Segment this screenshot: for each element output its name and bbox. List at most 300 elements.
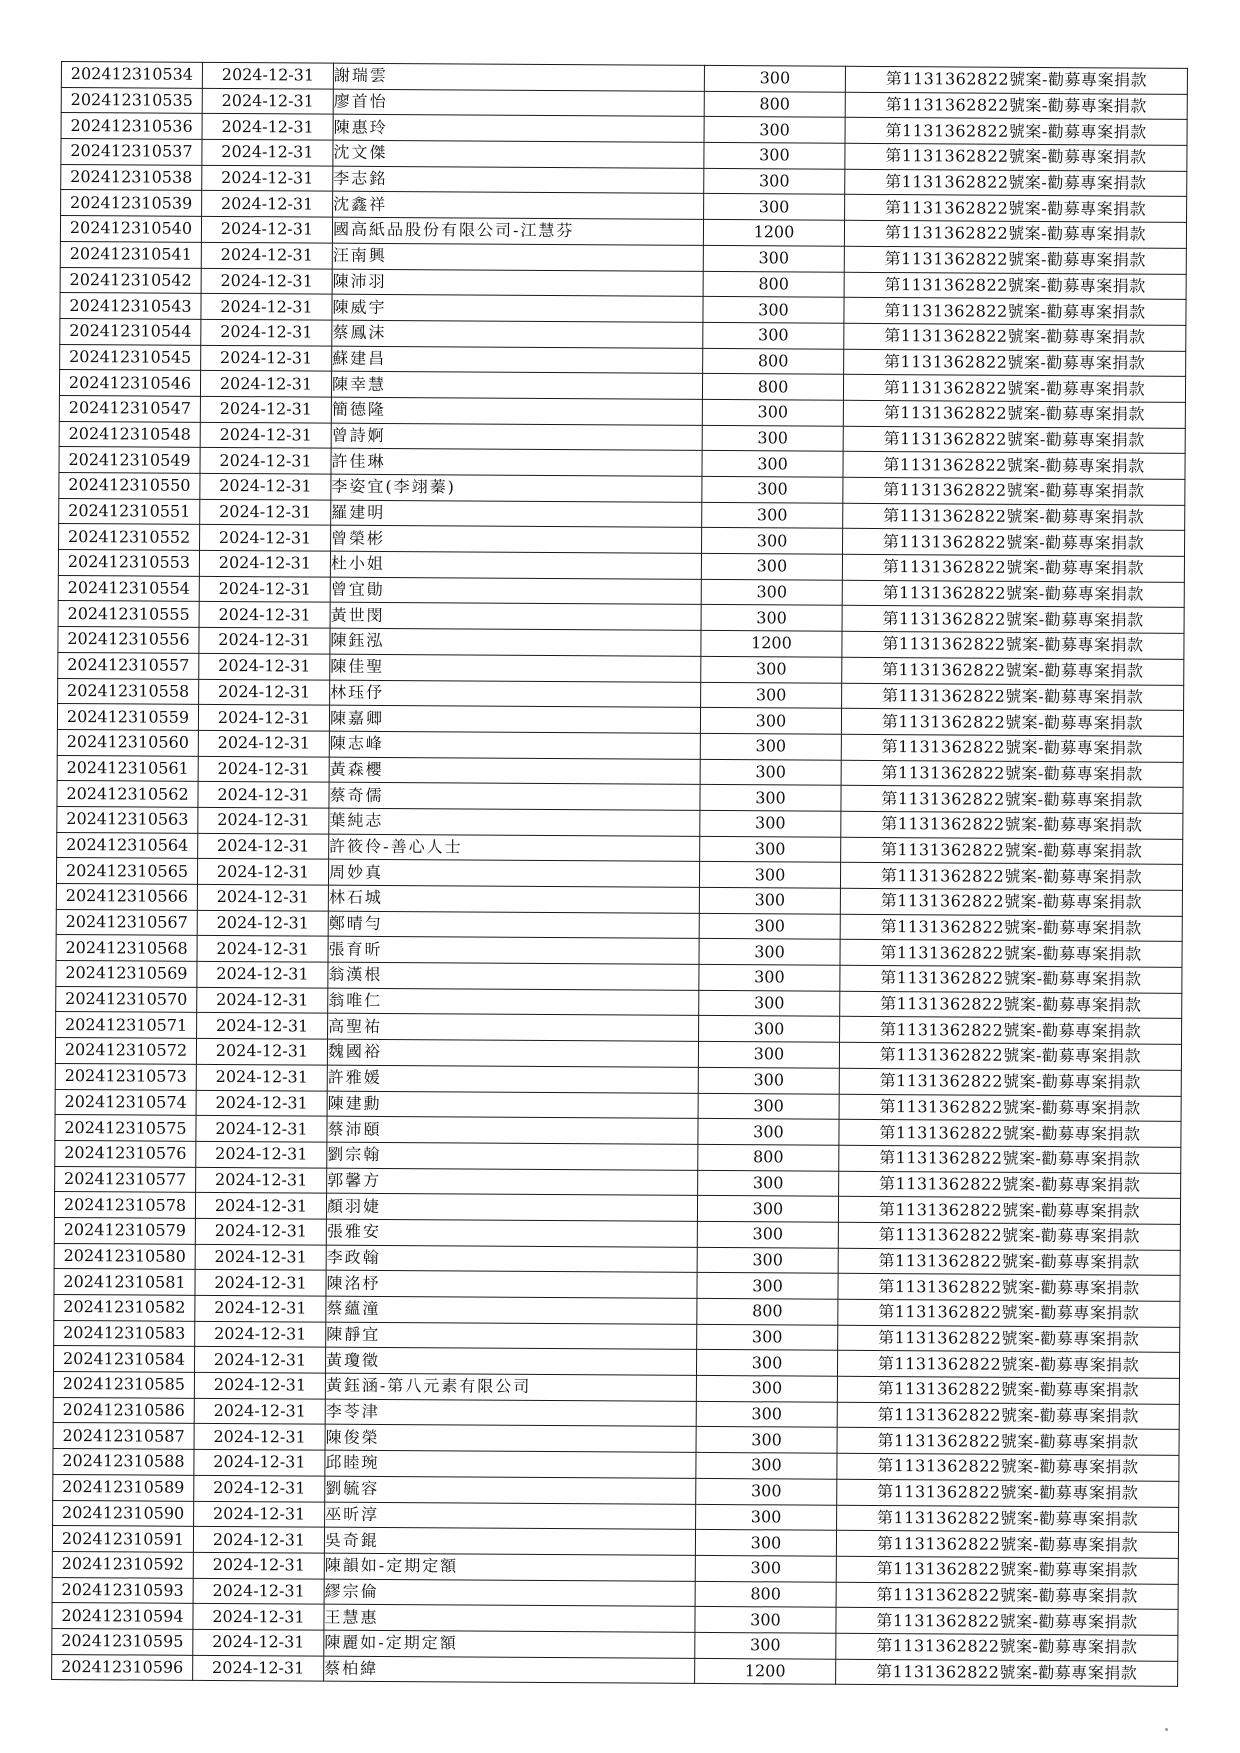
donor-name-cell: 林石城 <box>328 885 699 913</box>
donor-name-cell: 高聖祐 <box>328 1014 699 1042</box>
donor-name-cell: 王慧惠 <box>324 1604 695 1632</box>
description-cell: 第1131362822號案-勸募專案捐款 <box>845 143 1187 171</box>
amount-cell: 300 <box>699 913 840 940</box>
donor-name-cell: 陳沛羽 <box>332 269 703 297</box>
receipt-number-cell: 202412310536 <box>61 113 202 140</box>
date-cell: 2024-12-31 <box>197 936 328 962</box>
amount-cell: 300 <box>696 1350 837 1377</box>
date-cell: 2024-12-31 <box>200 525 331 551</box>
receipt-number-cell: 202412310571 <box>56 1012 197 1039</box>
description-cell: 第1131362822號案-勸募專案捐款 <box>842 606 1184 634</box>
amount-cell: 300 <box>702 399 843 426</box>
date-cell: 2024-12-31 <box>201 242 332 268</box>
date-cell: 2024-12-31 <box>194 1424 325 1450</box>
amount-cell: 300 <box>697 1196 838 1223</box>
description-cell: 第1131362822號案-勸募專案捐款 <box>840 914 1182 942</box>
donor-name-cell: 巫昕淳 <box>325 1502 696 1530</box>
donor-name-cell: 曾榮彬 <box>331 526 702 554</box>
receipt-number-cell: 202412310586 <box>53 1397 194 1424</box>
date-cell: 2024-12-31 <box>202 114 333 140</box>
date-cell: 2024-12-31 <box>193 1552 324 1578</box>
description-cell: 第1131362822號案-勸募專案捐款 <box>838 1222 1180 1250</box>
description-cell: 第1131362822號案-勸募專案捐款 <box>842 631 1184 659</box>
description-cell: 第1131362822號案-勸募專案捐款 <box>841 786 1183 814</box>
date-cell: 2024-12-31 <box>194 1449 325 1475</box>
receipt-number-cell: 202412310543 <box>60 293 201 320</box>
receipt-number-cell: 202412310557 <box>58 652 199 679</box>
date-cell: 2024-12-31 <box>194 1475 325 1501</box>
donor-name-cell: 郭馨方 <box>327 1168 698 1196</box>
amount-cell: 300 <box>703 245 844 272</box>
description-cell: 第1131362822號案-勸募專案捐款 <box>844 220 1186 248</box>
amount-cell: 800 <box>702 374 843 401</box>
amount-cell: 300 <box>699 862 840 889</box>
amount-cell: 300 <box>698 1067 839 1094</box>
donor-name-cell: 曾詩婀 <box>331 423 702 451</box>
description-cell: 第1131362822號案-勸募專案捐款 <box>842 657 1184 685</box>
description-cell: 第1131362822號案-勸募專案捐款 <box>836 1633 1178 1661</box>
description-cell: 第1131362822號案-勸募專案捐款 <box>845 118 1187 146</box>
description-cell: 第1131362822號案-勸募專案捐款 <box>843 375 1185 403</box>
date-cell: 2024-12-31 <box>198 807 329 833</box>
amount-cell: 800 <box>698 1144 839 1171</box>
description-cell: 第1131362822號案-勸募專案捐款 <box>836 1659 1178 1687</box>
receipt-number-cell: 202412310549 <box>59 447 200 474</box>
donor-name-cell: 陳韻如-定期定額 <box>324 1553 695 1581</box>
amount-cell: 300 <box>704 65 845 92</box>
date-cell: 2024-12-31 <box>198 833 329 859</box>
donor-name-cell: 廖首怡 <box>333 89 704 117</box>
date-cell: 2024-12-31 <box>196 1038 327 1064</box>
receipt-number-cell: 202412310560 <box>57 729 198 756</box>
date-cell: 2024-12-31 <box>198 756 329 782</box>
amount-cell: 300 <box>699 1016 840 1043</box>
receipt-number-cell: 202412310561 <box>57 755 198 782</box>
description-cell: 第1131362822號案-勸募專案捐款 <box>840 1017 1182 1045</box>
amount-cell: 300 <box>696 1478 837 1505</box>
receipt-number-cell: 202412310552 <box>59 524 200 551</box>
receipt-number-cell: 202412310576 <box>55 1140 196 1167</box>
receipt-number-cell: 202412310585 <box>53 1372 194 1399</box>
date-cell: 2024-12-31 <box>201 319 332 345</box>
receipt-number-cell: 202412310538 <box>61 164 202 191</box>
amount-cell: 300 <box>704 142 845 169</box>
receipt-number-cell: 202412310562 <box>57 781 198 808</box>
amount-cell: 300 <box>700 759 841 786</box>
date-cell: 2024-12-31 <box>200 499 331 525</box>
amount-cell: 300 <box>701 656 842 683</box>
receipt-number-cell: 202412310546 <box>59 370 200 397</box>
description-cell: 第1131362822號案-勸募專案捐款 <box>843 426 1185 454</box>
amount-cell: 300 <box>702 476 843 503</box>
description-cell: 第1131362822號案-勸募專案捐款 <box>841 708 1183 736</box>
amount-cell: 300 <box>696 1375 837 1402</box>
date-cell: 2024-12-31 <box>193 1578 324 1604</box>
amount-cell: 800 <box>703 271 844 298</box>
donor-name-cell: 邱睦琬 <box>325 1450 696 1478</box>
description-cell: 第1131362822號案-勸募專案捐款 <box>843 529 1185 557</box>
date-cell: 2024-12-31 <box>193 1655 324 1681</box>
donor-name-cell: 汪南興 <box>332 243 703 271</box>
date-cell: 2024-12-31 <box>194 1347 325 1373</box>
donor-name-cell: 李姿宜(李翊蓁) <box>331 474 702 502</box>
receipt-number-cell: 202412310580 <box>54 1243 195 1270</box>
receipt-number-cell: 202412310567 <box>56 909 197 936</box>
description-cell: 第1131362822號案-勸募專案捐款 <box>838 1248 1180 1276</box>
receipt-number-cell: 202412310569 <box>56 961 197 988</box>
receipt-number-cell: 202412310566 <box>56 883 197 910</box>
description-cell: 第1131362822號案-勸募專案捐款 <box>836 1530 1178 1558</box>
receipt-number-cell: 202412310565 <box>56 858 197 885</box>
donor-name-cell: 李志銘 <box>333 166 704 194</box>
donor-name-cell: 陳嘉卿 <box>329 705 700 733</box>
date-cell: 2024-12-31 <box>201 294 332 320</box>
donor-name-cell: 鄭晴勻 <box>328 911 699 939</box>
date-cell: 2024-12-31 <box>195 1244 326 1270</box>
donor-name-cell: 陳幸慧 <box>331 371 702 399</box>
receipt-number-cell: 202412310542 <box>60 267 201 294</box>
donor-name-cell: 蔡蘊潼 <box>326 1296 697 1324</box>
description-cell: 第1131362822號案-勸募專案捐款 <box>844 297 1186 325</box>
amount-cell: 300 <box>699 964 840 991</box>
date-cell: 2024-12-31 <box>194 1372 325 1398</box>
donor-name-cell: 李政翰 <box>326 1245 697 1273</box>
date-cell: 2024-12-31 <box>198 705 329 731</box>
date-cell: 2024-12-31 <box>201 345 332 371</box>
receipt-number-cell: 202412310595 <box>52 1628 193 1655</box>
receipt-number-cell: 202412310590 <box>53 1500 194 1527</box>
description-cell: 第1131362822號案-勸募專案捐款 <box>837 1351 1179 1379</box>
description-cell: 第1131362822號案-勸募專案捐款 <box>837 1453 1179 1481</box>
amount-cell: 300 <box>695 1555 836 1582</box>
amount-cell: 300 <box>703 322 844 349</box>
description-cell: 第1131362822號案-勸募專案捐款 <box>839 1042 1181 1070</box>
receipt-number-cell: 202412310582 <box>54 1294 195 1321</box>
date-cell: 2024-12-31 <box>198 730 329 756</box>
receipt-number-cell: 202412310555 <box>58 601 199 628</box>
donor-name-cell: 國高紙品股份有限公司-江慧芬 <box>332 217 703 245</box>
date-cell: 2024-12-31 <box>196 1167 327 1193</box>
donor-name-cell: 劉毓容 <box>325 1476 696 1504</box>
amount-cell: 300 <box>697 1324 838 1351</box>
receipt-number-cell: 202412310583 <box>54 1320 195 1347</box>
date-cell: 2024-12-31 <box>196 1116 327 1142</box>
date-cell: 2024-12-31 <box>193 1604 324 1630</box>
receipt-number-cell: 202412310564 <box>57 832 198 859</box>
date-cell: 2024-12-31 <box>195 1321 326 1347</box>
date-cell: 2024-12-31 <box>200 473 331 499</box>
description-cell: 第1131362822號案-勸募專案捐款 <box>837 1505 1179 1533</box>
receipt-number-cell: 202412310545 <box>60 344 201 371</box>
receipt-number-cell: 202412310551 <box>59 498 200 525</box>
date-cell: 2024-12-31 <box>199 627 330 653</box>
date-cell: 2024-12-31 <box>200 396 331 422</box>
amount-cell: 300 <box>698 1170 839 1197</box>
description-cell: 第1131362822號案-勸募專案捐款 <box>844 349 1186 377</box>
donor-name-cell: 陳佳聖 <box>330 654 701 682</box>
amount-cell: 300 <box>700 785 841 812</box>
date-cell: 2024-12-31 <box>193 1527 324 1553</box>
amount-cell: 1200 <box>695 1658 836 1685</box>
amount-cell: 300 <box>702 451 843 478</box>
receipt-number-cell: 202412310584 <box>53 1346 194 1373</box>
receipt-number-cell: 202412310548 <box>59 421 200 448</box>
receipt-number-cell: 202412310537 <box>61 139 202 166</box>
donor-name-cell: 簡德隆 <box>331 397 702 425</box>
receipt-number-cell: 202412310572 <box>55 1038 196 1065</box>
donor-name-cell: 黃鈺涵-第八元素有限公司 <box>325 1373 696 1401</box>
date-cell: 2024-12-31 <box>196 1141 327 1167</box>
date-cell: 2024-12-31 <box>202 165 333 191</box>
donor-name-cell: 許佳琳 <box>331 448 702 476</box>
amount-cell: 300 <box>697 1273 838 1300</box>
amount-cell: 300 <box>696 1401 837 1428</box>
amount-cell: 300 <box>700 708 841 735</box>
date-cell: 2024-12-31 <box>196 1090 327 1116</box>
date-cell: 2024-12-31 <box>199 602 330 628</box>
description-cell: 第1131362822號案-勸募專案捐款 <box>836 1582 1178 1610</box>
donor-name-cell: 陳志峰 <box>329 731 700 759</box>
receipt-number-cell: 202412310568 <box>56 935 197 962</box>
description-cell: 第1131362822號案-勸募專案捐款 <box>841 734 1183 762</box>
donor-name-cell: 許雅媛 <box>327 1065 698 1093</box>
donor-name-cell: 陳洺杼 <box>326 1270 697 1298</box>
donor-name-cell: 陳麗如-定期定額 <box>324 1630 695 1658</box>
amount-cell: 300 <box>696 1504 837 1531</box>
donor-name-cell: 蔡鳳沫 <box>332 320 703 348</box>
date-cell: 2024-12-31 <box>202 191 333 217</box>
date-cell: 2024-12-31 <box>195 1270 326 1296</box>
receipt-number-cell: 202412310534 <box>61 62 202 89</box>
date-cell: 2024-12-31 <box>202 139 333 165</box>
description-cell: 第1131362822號案-勸募專案捐款 <box>838 1197 1180 1225</box>
description-cell: 第1131362822號案-勸募專案捐款 <box>839 1145 1181 1173</box>
amount-cell: 300 <box>695 1607 836 1634</box>
amount-cell: 300 <box>701 605 842 632</box>
description-cell: 第1131362822號案-勸募專案捐款 <box>838 1325 1180 1353</box>
receipt-number-cell: 202412310540 <box>60 216 201 243</box>
donor-name-cell: 繆宗倫 <box>324 1579 695 1607</box>
description-cell: 第1131362822號案-勸募專案捐款 <box>837 1479 1179 1507</box>
donor-name-cell: 翁唯仁 <box>328 988 699 1016</box>
amount-cell: 300 <box>700 810 841 837</box>
receipt-number-cell: 202412310535 <box>61 87 202 114</box>
amount-cell: 300 <box>696 1427 837 1454</box>
donor-name-cell: 張育昕 <box>328 937 699 965</box>
date-cell: 2024-12-31 <box>199 653 330 679</box>
description-cell: 第1131362822號案-勸募專案捐款 <box>837 1402 1179 1430</box>
date-cell: 2024-12-31 <box>197 1013 328 1039</box>
amount-cell: 300 <box>702 528 843 555</box>
donor-name-cell: 黃世閔 <box>330 603 701 631</box>
receipt-number-cell: 202412310575 <box>55 1115 196 1142</box>
description-cell: 第1131362822號案-勸募專案捐款 <box>836 1608 1178 1636</box>
description-cell: 第1131362822號案-勸募專案捐款 <box>843 400 1185 428</box>
donor-name-cell: 蔡奇儒 <box>329 782 700 810</box>
amount-cell: 300 <box>697 1247 838 1274</box>
description-cell: 第1131362822號案-勸募專案捐款 <box>837 1376 1179 1404</box>
amount-cell: 300 <box>699 887 840 914</box>
amount-cell: 800 <box>695 1581 836 1608</box>
receipt-number-cell: 202412310563 <box>57 806 198 833</box>
donor-name-cell: 陳惠玲 <box>333 115 704 143</box>
date-cell: 2024-12-31 <box>197 961 328 987</box>
receipt-number-cell: 202412310588 <box>53 1449 194 1476</box>
donor-name-cell: 沈文傑 <box>333 140 704 168</box>
date-cell: 2024-12-31 <box>199 576 330 602</box>
receipt-number-cell: 202412310581 <box>54 1269 195 1296</box>
description-cell: 第1131362822號案-勸募專案捐款 <box>843 503 1185 531</box>
date-cell: 2024-12-31 <box>201 216 332 242</box>
amount-cell: 300 <box>703 297 844 324</box>
receipt-number-cell: 202412310589 <box>53 1474 194 1501</box>
donor-name-cell: 陳鈺泓 <box>330 628 701 656</box>
description-cell: 第1131362822號案-勸募專案捐款 <box>845 92 1187 120</box>
date-cell: 2024-12-31 <box>196 1064 327 1090</box>
receipt-number-cell: 202412310593 <box>52 1577 193 1604</box>
description-cell: 第1131362822號案-勸募專案捐款 <box>838 1274 1180 1302</box>
receipt-number-cell: 202412310556 <box>58 627 199 654</box>
receipt-number-cell: 202412310553 <box>58 550 199 577</box>
description-cell: 第1131362822號案-勸募專案捐款 <box>845 195 1187 223</box>
date-cell: 2024-12-31 <box>195 1193 326 1219</box>
amount-cell: 300 <box>695 1530 836 1557</box>
receipt-number-cell: 202412310559 <box>57 704 198 731</box>
amount-cell: 300 <box>697 1221 838 1248</box>
description-cell: 第1131362822號案-勸募專案捐款 <box>845 66 1187 94</box>
amount-cell: 300 <box>696 1453 837 1480</box>
date-cell: 2024-12-31 <box>200 448 331 474</box>
receipt-number-cell: 202412310587 <box>53 1423 194 1450</box>
description-cell: 第1131362822號案-勸募專案捐款 <box>840 940 1182 968</box>
amount-cell: 300 <box>704 194 845 221</box>
description-cell: 第1131362822號案-勸募專案捐款 <box>841 811 1183 839</box>
date-cell: 2024-12-31 <box>197 884 328 910</box>
receipt-number-cell: 202412310594 <box>52 1603 193 1630</box>
date-cell: 2024-12-31 <box>194 1501 325 1527</box>
description-cell: 第1131362822號案-勸募專案捐款 <box>836 1556 1178 1584</box>
description-cell: 第1131362822號案-勸募專案捐款 <box>844 246 1186 274</box>
donor-name-cell: 羅建明 <box>331 500 702 528</box>
date-cell: 2024-12-31 <box>194 1398 325 1424</box>
description-cell: 第1131362822號案-勸募專案捐款 <box>845 169 1187 197</box>
date-cell: 2024-12-31 <box>200 422 331 448</box>
donor-name-cell: 曾宜勛 <box>330 577 701 605</box>
receipt-number-cell: 202412310550 <box>59 472 200 499</box>
donation-ledger-table <box>51 61 1188 1687</box>
donor-name-cell: 翁漢根 <box>328 962 699 990</box>
donor-name-cell: 葉純志 <box>329 808 700 836</box>
amount-cell: 300 <box>698 1042 839 1069</box>
receipt-number-cell: 202412310541 <box>60 241 201 268</box>
receipt-number-cell: 202412310591 <box>52 1526 193 1553</box>
amount-cell: 300 <box>702 425 843 452</box>
amount-cell: 300 <box>704 168 845 195</box>
description-cell: 第1131362822號案-勸募專案捐款 <box>840 888 1182 916</box>
donor-name-cell: 蔡沛頤 <box>327 1116 698 1144</box>
amount-cell: 800 <box>697 1298 838 1325</box>
description-cell: 第1131362822號案-勸募專案捐款 <box>841 837 1183 865</box>
receipt-number-cell: 202412310573 <box>55 1063 196 1090</box>
date-cell: 2024-12-31 <box>197 987 328 1013</box>
amount-cell: 300 <box>701 553 842 580</box>
donor-name-cell: 李苓津 <box>325 1399 696 1427</box>
description-cell: 第1131362822號案-勸募專案捐款 <box>840 965 1182 993</box>
donor-name-cell: 陳俊榮 <box>325 1425 696 1453</box>
date-cell: 2024-12-31 <box>193 1629 324 1655</box>
description-cell: 第1131362822號案-勸募專案捐款 <box>839 1119 1181 1147</box>
receipt-number-cell: 202412310592 <box>52 1551 193 1578</box>
date-cell: 2024-12-31 <box>199 550 330 576</box>
amount-cell: 300 <box>700 733 841 760</box>
description-cell: 第1131362822號案-勸募專案捐款 <box>844 272 1186 300</box>
donor-name-cell: 陳靜宜 <box>326 1322 697 1350</box>
description-cell: 第1131362822號案-勸募專案捐款 <box>841 760 1183 788</box>
description-cell: 第1131362822號案-勸募專案捐款 <box>839 1068 1181 1096</box>
amount-cell: 800 <box>704 91 845 118</box>
donor-name-cell: 吳奇錕 <box>324 1527 695 1555</box>
date-cell: 2024-12-31 <box>199 679 330 705</box>
date-cell: 2024-12-31 <box>200 371 331 397</box>
donor-name-cell: 陳建勳 <box>327 1091 698 1119</box>
ledger-body <box>52 62 1188 1687</box>
donor-name-cell: 沈鑫祥 <box>333 192 704 220</box>
receipt-number-cell: 202412310596 <box>52 1654 193 1681</box>
description-cell: 第1131362822號案-勸募專案捐款 <box>842 580 1184 608</box>
description-cell: 第1131362822號案-勸募專案捐款 <box>844 323 1186 351</box>
donor-name-cell: 周妙真 <box>328 859 699 887</box>
description-cell: 第1131362822號案-勸募專案捐款 <box>839 1094 1181 1122</box>
amount-cell: 300 <box>699 939 840 966</box>
amount-cell: 1200 <box>703 220 844 247</box>
receipt-number-cell: 202412310577 <box>55 1166 196 1193</box>
description-cell: 第1131362822號案-勸募專案捐款 <box>840 863 1182 891</box>
amount-cell: 300 <box>698 1093 839 1120</box>
date-cell: 2024-12-31 <box>202 62 333 88</box>
donor-name-cell: 杜小姐 <box>330 551 701 579</box>
receipt-number-cell: 202412310547 <box>59 395 200 422</box>
date-cell: 2024-12-31 <box>201 268 332 294</box>
receipt-number-cell: 202412310539 <box>61 190 202 217</box>
scan-speck <box>1165 1728 1168 1731</box>
description-cell: 第1131362822號案-勸募專案捐款 <box>842 683 1184 711</box>
receipt-number-cell: 202412310579 <box>54 1217 195 1244</box>
amount-cell: 300 <box>704 117 845 144</box>
donor-name-cell: 劉宗翰 <box>327 1142 698 1170</box>
description-cell: 第1131362822號案-勸募專案捐款 <box>837 1428 1179 1456</box>
amount-cell: 300 <box>699 990 840 1017</box>
receipt-number-cell: 202412310570 <box>56 986 197 1013</box>
donor-name-cell: 謝瑞雲 <box>333 63 704 91</box>
amount-cell: 300 <box>695 1632 836 1659</box>
description-cell: 第1131362822號案-勸募專案捐款 <box>843 452 1185 480</box>
donor-name-cell: 蔡柏緯 <box>324 1656 695 1684</box>
receipt-number-cell: 202412310554 <box>58 575 199 602</box>
receipt-number-cell: 202412310574 <box>55 1089 196 1116</box>
description-cell: 第1131362822號案-勸募專案捐款 <box>842 554 1184 582</box>
date-cell: 2024-12-31 <box>202 88 333 114</box>
amount-cell: 300 <box>701 579 842 606</box>
donor-name-cell: 陳威宇 <box>332 294 703 322</box>
description-cell: 第1131362822號案-勸募專案捐款 <box>839 1171 1181 1199</box>
donor-name-cell: 黃瓊徵 <box>325 1348 696 1376</box>
amount-cell: 300 <box>701 682 842 709</box>
amount-cell: 300 <box>702 502 843 529</box>
receipt-number-cell: 202412310558 <box>58 678 199 705</box>
description-cell: 第1131362822號案-勸募專案捐款 <box>843 477 1185 505</box>
date-cell: 2024-12-31 <box>195 1218 326 1244</box>
date-cell: 2024-12-31 <box>195 1295 326 1321</box>
